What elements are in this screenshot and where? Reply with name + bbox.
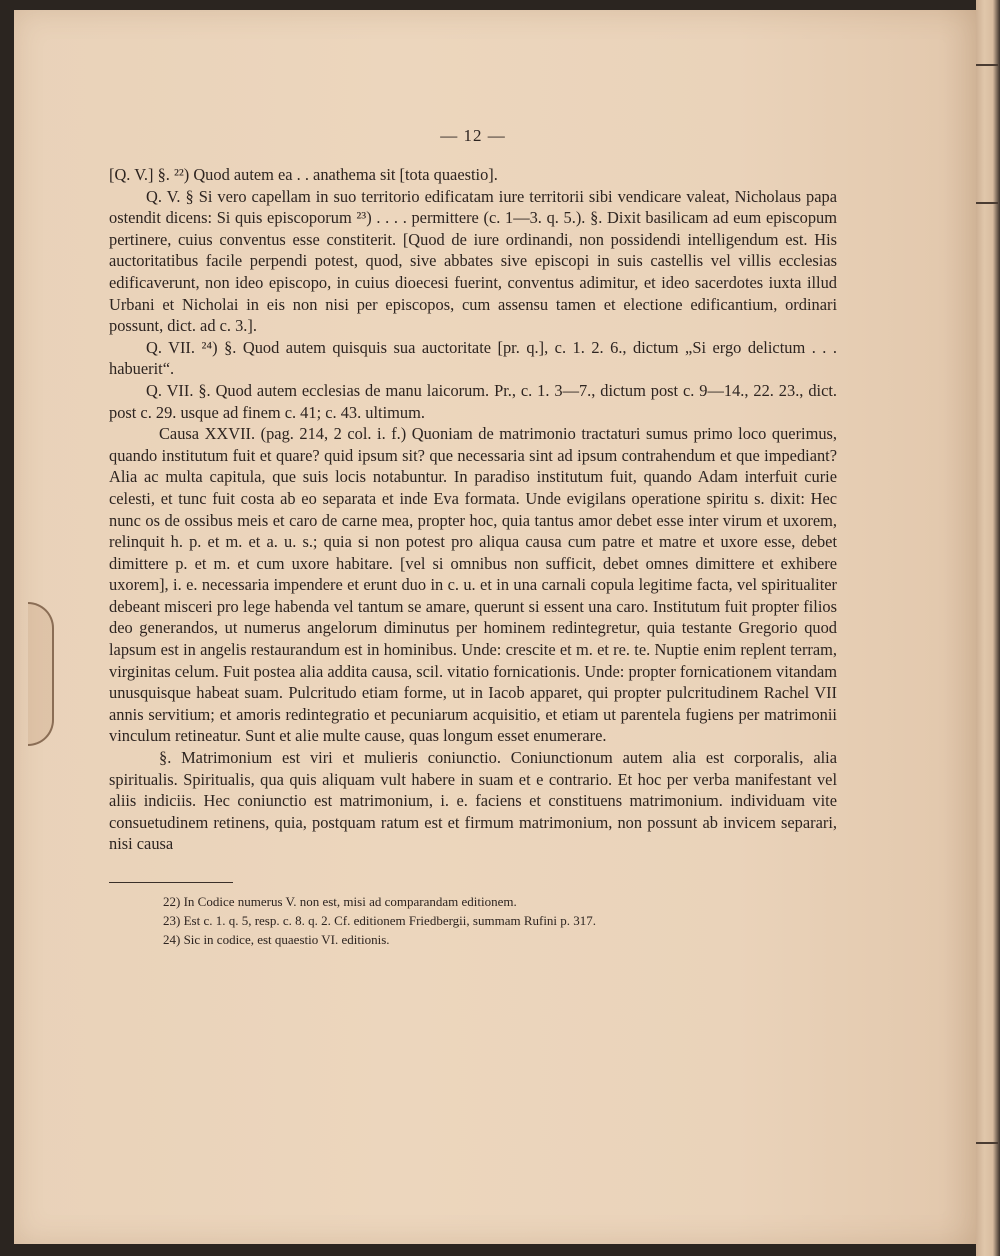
edge-mark — [976, 64, 998, 66]
paragraph-q7-a: Q. VII. ²⁴) §. Quod autem quisquis sua auctoritate [pr. q.], c. 1. 2. 6., dictum „Si ergo delictum . . . habuerit“. — [109, 337, 837, 379]
paper-clip-mark — [28, 602, 54, 746]
paragraph-q5: Q. V. § Si vero capellam in suo territorio edificatam iure territorii sibi vendicare valeat, Nicholaus papa ostendit dicens: Si quis episcoporum ²³) . . . . permittere (c. 1—3. q. 5.). §. Dixit basilicam ad eum episcopum pertinere, cuius conventus esse constiterit. [Quod de iure ordinandi, non possidendi intelligendum est. His auctoritatibus facile perpendi potest, quod, sive abbates sive episcopi in suis castellis vel villis ecclesias edificaverunt, non ideo episcopo, in cuius dioecesi fuerint, conventus adimitur, et ideo sacerdotes iuxta illud Urbani et Nicholai in eis non nisi per episcopos, cum assensu tamen et electione edificantium, ordinari possunt, dict. ad c. 3.]. — [109, 186, 837, 336]
footnote-divider — [109, 882, 233, 883]
footnote-23: 23) Est c. 1. q. 5, resp. c. 8. q. 2. Cf. editionem Friedbergii, summam Rufini p. 317. — [163, 913, 597, 928]
page-number: — 12 — — [440, 126, 506, 145]
paragraph-causa-xxvii: Causa XXVII. (pag. 214, 2 col. i. f.) Quoniam de matrimonio tractaturi sumus primo loco querimus, quando institutum fuit et quare? quid ipsum sit? que necessaria sint ad ipsum contrahendum et que impediant? Alia ac multa capitula, que suis locis notabuntur. In paradiso institutum fuit, quando Adam interfuit curie celesti, et tunc fuit costa ab eo separata et inde Eva formata. Unde evigilans operatione spiritu s. dixit: Hec nunc os de ossibus meis et caro de carne mea, propter hoc, quia tantus amor debet esse inter virum et uxorem, relinquit h. p. et m. et a. u. s.; quia si non potest pro aliqua causa cum patre et matre et uxore esse, debet dimittere p. et m. et cum uxore habitare. [vel si omnibus non sufficit, debet omnes dimittere et exhibere uxorem], i. e. necessaria impendere et erunt duo in c. u. et in una carnali copula legitime facta, vel spiritualiter debeant misceri pro lege habenda vel tantum se amare, querunt si essent una caro. Institutum fuit propter filios deo generandos, ut numerus angelorum diminutus per hominem redintegretur, quia testante Gregorio quod lapsum est in angelis restaurandum est in hominibus. Unde: crescite et m. et re. te. Nuptie enim replent terram, virginitas celum. Fuit postea alia addita causa, scil. vitatio fornicationis. Unde: propter fornicationem vitandam unusquisque habeat suam. Pulcritudo etiam forme, ut in Iacob apparet, qui propter pulcritudinem Rachel VII annis servitium; et amoris redintegratio et pecuniarum acquisitio, et etiam ut parentela fugiens per matrimonii vinculum retineatur. Sunt et alie multe cause, quas longum esset enumerare. — [109, 424, 837, 746]
paragraph-q7-b: Q. VII. §. Quod autem ecclesias de manu laicorum. Pr., c. 1. 3—7., dictum post c. 9—14., 22. 23., dict. post c. 29. usque ad finem c. 41; c. 43. ultimum. — [109, 380, 837, 422]
page-edge — [976, 0, 1000, 1256]
page-content — [109, 126, 837, 949]
footnote-22: 22) In Codice numerus V. non est, misi ad comparandam editionem. — [163, 894, 517, 909]
footnote-24: 24) Sic in codice, est quaestio VI. editionis. — [163, 932, 390, 947]
edge-mark — [976, 1142, 998, 1144]
paragraph-q5-header: [Q. V.] §. ²²) Quod autem ea . . anathema sit [tota quaestio]. — [109, 165, 498, 184]
paragraph-matrimonium: §. Matrimonium est viri et mulieris coniunctio. Coniunctionum autem alia est corporalis, alia spiritualis. Spiritualis, qua quis aliquam vult habere in suam et e contrario. Et hoc per verba manifestant vel aliis indiciis. Hec coniunctio est matrimonium, i. e. faciens et constituens matrimonium. individuam vite consuetudinem retinens, quia, postquam ratum est et firmum matrimonium, non possunt ab invicem separari, nisi causa — [109, 748, 837, 854]
edge-mark — [976, 202, 998, 204]
